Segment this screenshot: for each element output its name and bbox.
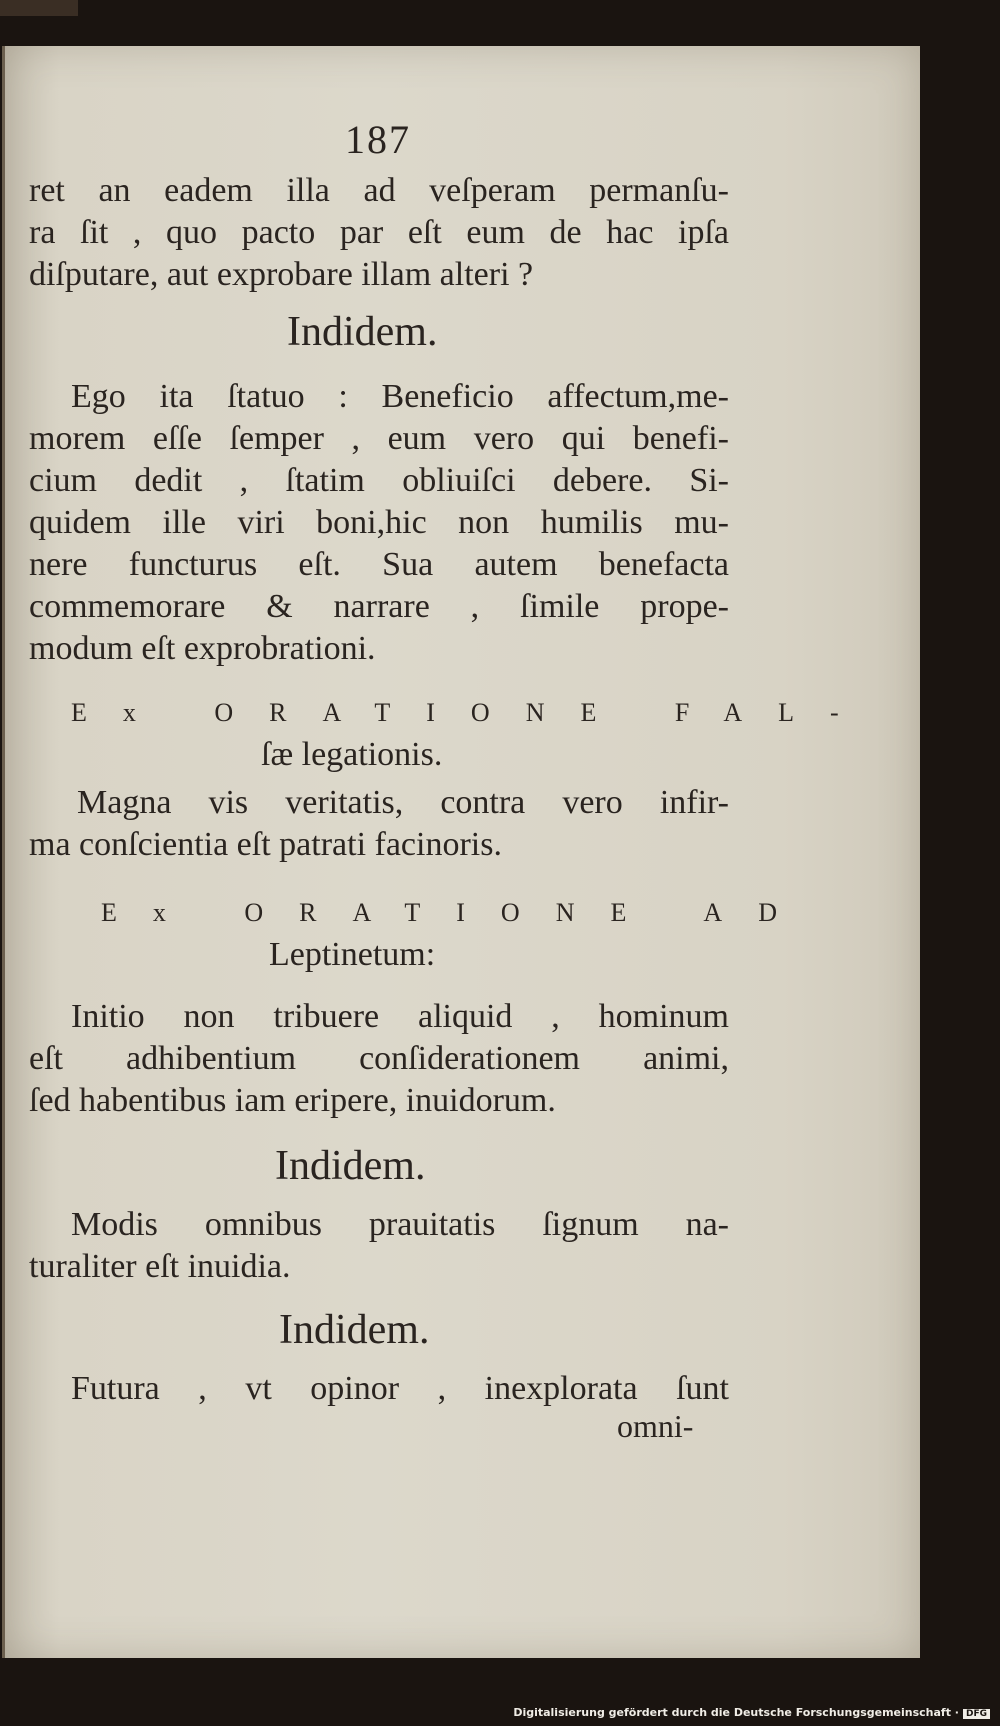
paragraph-3: [29, 782, 729, 866]
heading-indidem-2: Indidem.: [275, 1143, 426, 1189]
text-line: commemorare & narrare , ſimile prope-: [29, 588, 729, 625]
text-line: nere functurus eſt. Sua autem benefacta: [29, 546, 729, 583]
digitization-footer: [513, 1706, 990, 1719]
paragraph-4: [29, 996, 729, 1122]
text-line: Ego ita ſtatuo : Beneficio affectum,me-: [71, 378, 729, 415]
text-line: Modis omnibus prauitatis ſignum na-: [71, 1206, 729, 1243]
heading-ex-oratione-falsae-line2: ſæ legationis.: [261, 736, 443, 773]
text-line: ret an eadem illa ad veſperam permanſu-: [29, 172, 729, 209]
text-line: diſputare, aut exprobare illam alteri ?: [29, 256, 534, 293]
book-page: [2, 46, 920, 1658]
book-spine-edge: [0, 0, 78, 16]
catchword: omni-: [617, 1408, 694, 1444]
paragraph-6: [29, 1368, 729, 1410]
text-line: morem eſſe ſemper , eum vero qui benefi-: [29, 420, 729, 457]
text-line: Initio non tribuere aliquid , hominum: [71, 998, 729, 1035]
page-number: 187: [345, 117, 411, 162]
text-line: turaliter eſt inuidia.: [29, 1248, 291, 1285]
paragraph-1: [29, 170, 729, 296]
heading-indidem-1: Indidem.: [287, 309, 438, 355]
text-line: ſed habentibus iam eripere, inuidorum.: [29, 1082, 556, 1119]
text-line: modum eſt exprobrationi.: [29, 630, 376, 667]
heading-ex-oratione-ad-line2: Leptinetum:: [269, 936, 436, 973]
heading-ex-oratione-ad-line1: Ex ORATIONE AD: [101, 898, 813, 927]
paragraph-5: [29, 1204, 729, 1288]
text-line: eſt adhibentium conſiderationem animi,: [29, 1040, 729, 1077]
text-line: Futura , vt opinor , inexplorata ſunt: [71, 1370, 729, 1407]
text-line: ra ſit , quo pacto par eſt eum de hac ipſa: [29, 214, 729, 251]
heading-indidem-3: Indidem.: [279, 1307, 430, 1353]
text-line: Magna vis veritatis, contra vero infir-: [77, 784, 729, 821]
dfg-logo: DFG: [963, 1709, 990, 1719]
text-line: quidem ille viri boni,hic non humilis mu-: [29, 504, 729, 541]
footer-text: Digitalisierung gefördert durch die Deutsche Forschungsgemeinschaft ·: [513, 1706, 959, 1719]
paragraph-2: [29, 376, 729, 670]
text-line: ma conſcientia eſt patrati facinoris.: [29, 826, 502, 863]
heading-ex-oratione-falsae-line1: Ex ORATIONE FAL-: [71, 698, 875, 727]
text-line: cium dedit , ſtatim obliuiſci debere. Si-: [29, 462, 729, 499]
